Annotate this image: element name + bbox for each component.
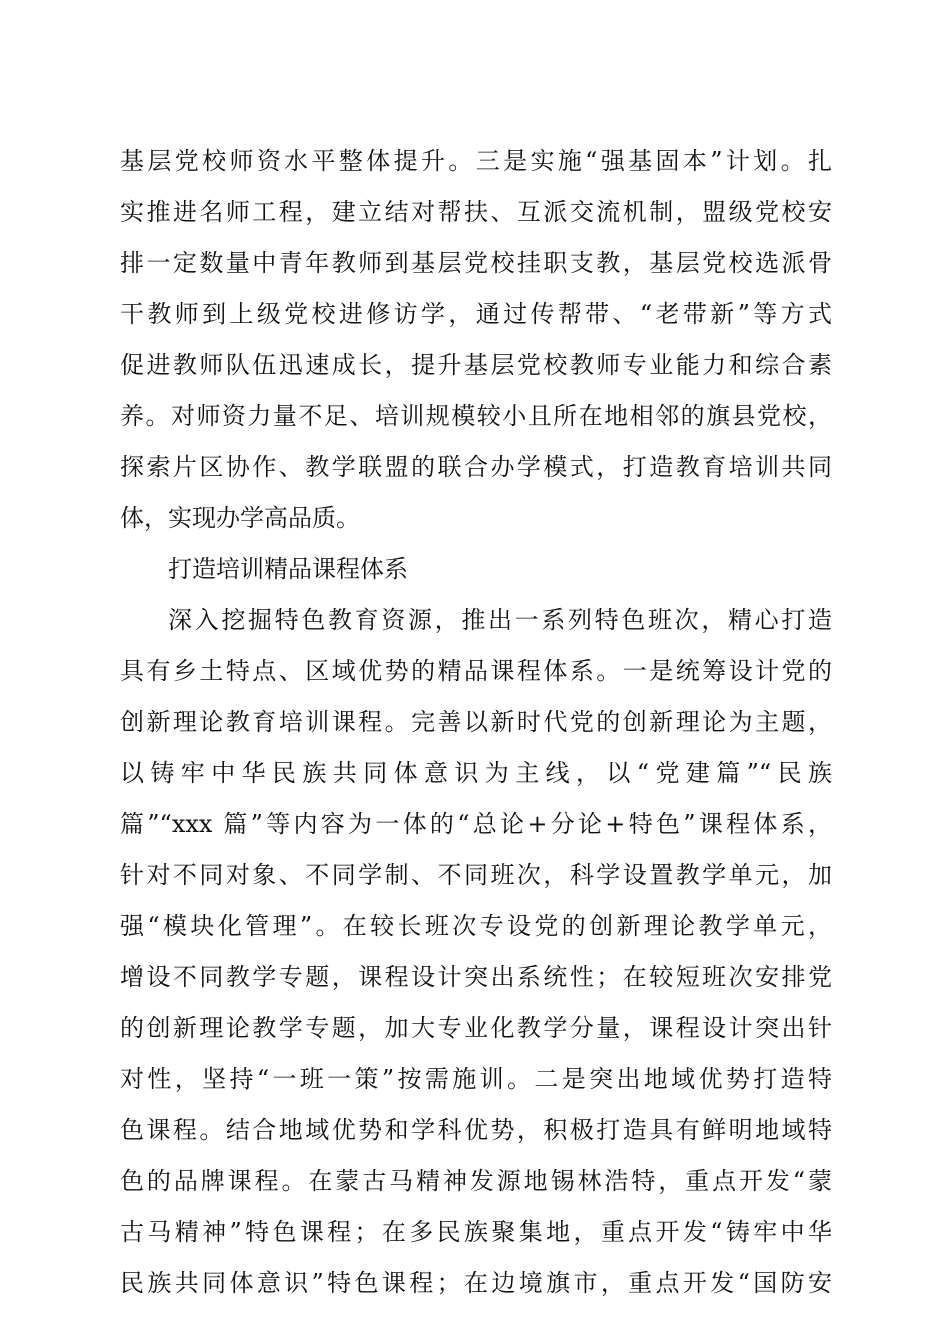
paragraph-line-3: 排一定数量中青年教师到基层党校挂职支教，基层党校选派骨 <box>120 249 832 277</box>
paragraph-line-22: 民族共同体意识”特色课程；在边境旗市，重点开发“国防安 <box>120 1269 832 1297</box>
paragraph-line-5: 促进教师队伍迅速成长，提升基层党校教师专业能力和综合素 <box>120 351 832 379</box>
paragraph-line-14: 针对不同对象、不同学制、不同班次，科学设置教学单元，加 <box>120 861 832 889</box>
paragraph-line-19: 色课程。结合地域优势和学科优势，积极打造具有鲜明地域特 <box>120 1116 832 1144</box>
paragraph-line-7: 探索片区协作、教学联盟的联合办学模式，打造教育培训共同 <box>120 453 832 481</box>
paragraph-line-16: 增设不同教学专题，课程设计突出系统性；在较短班次安排党 <box>120 963 832 991</box>
paragraph-line-9: 深入挖掘特色教育资源，推出一系列特色班次，精心打造 <box>168 606 832 634</box>
document-body <box>120 136 832 1309</box>
paragraph-line-8: 体，实现办学高品质。 <box>120 504 360 532</box>
paragraph-line-4: 干教师到上级党校进修访学，通过传帮带、“老带新”等方式 <box>120 300 832 328</box>
paragraph-line-10: 具有乡土特点、区域优势的精品课程体系。一是统筹设计党的 <box>120 657 832 685</box>
paragraph-line-2: 实推进名师工程，建立结对帮扶、互派交流机制，盟级党校安 <box>120 198 832 226</box>
paragraph-line-15: 强“模块化管理”。在较长班次专设党的创新理论教学单元， <box>120 912 832 940</box>
paragraph-line-17: 的创新理论教学专题，加大专业化教学分量，课程设计突出针 <box>120 1014 832 1042</box>
paragraph-line-1: 基层党校师资水平整体提升。三是实施“强基固本”计划。扎 <box>120 147 832 175</box>
paragraph-line-12: 以铸牢中华民族共同体意识为主线，以“党建篇”“民族 <box>120 759 832 787</box>
paragraph-line-11: 创新理论教育培训课程。完善以新时代党的创新理论为主题， <box>120 708 832 736</box>
paragraph-line-6: 养。对师资力量不足、培训规模较小且所在地相邻的旗县党校， <box>120 402 832 430</box>
paragraph-line-21: 古马精神”特色课程；在多民族聚集地，重点开发“铸牢中华 <box>120 1218 832 1246</box>
section-heading: 打造培训精品课程体系 <box>168 555 408 583</box>
paragraph-line-20: 色的品牌课程。在蒙古马精神发源地锡林浩特，重点开发“蒙 <box>120 1167 832 1195</box>
paragraph-line-18: 对性，坚持“一班一策”按需施训。二是突出地域优势打造特 <box>120 1065 832 1093</box>
paragraph-line-13: 篇”“xxx 篇”等内容为一体的“总论+分论+特色”课程体系， <box>120 810 832 838</box>
